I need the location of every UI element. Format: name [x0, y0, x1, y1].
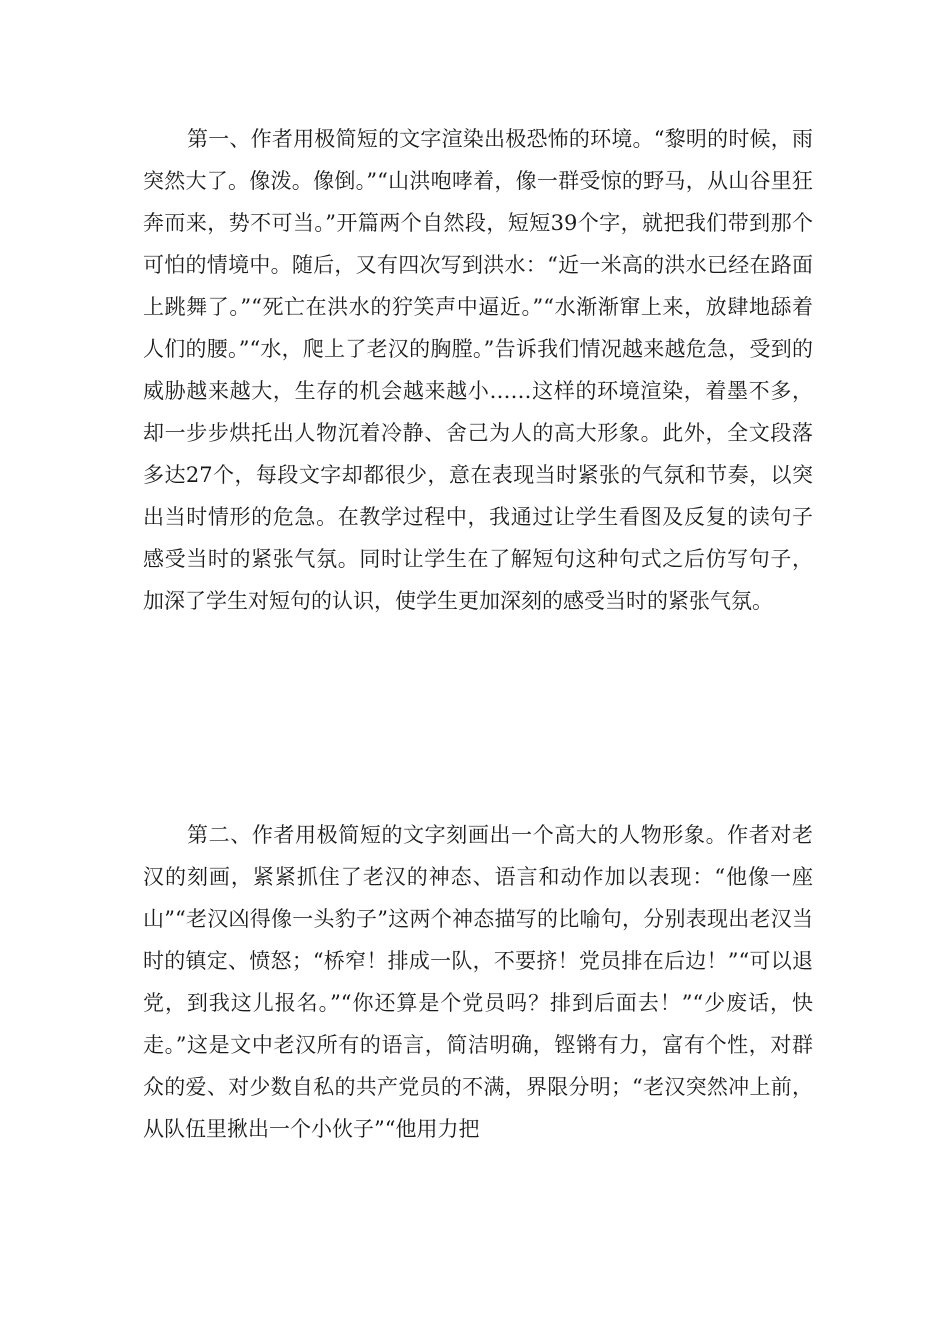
paragraph-first: 第一、作者用极简短的文字渲染出极恐怖的环境。“黎明的时候，雨突然大了。像泼。像倒。”“山洪咆哮着，像一群受惊的野马，从山谷里狂奔而来，势不可当。”开篇两个自然段，短短39个字，就把我们带到那个可怕的情境中。随后，又有四次写到洪水：“近一米高的洪水已经在路面上跳舞了。”“死亡在洪水的狞笑声中逼近。”“水渐渐窜上来，放肆地舔着人们的腰。”“水，爬上了老汉的胸膛。”告诉我们情况越来越危急，受到的威胁越来越大，生存的机会越来越小……这样的环境渲染，着墨不多，却一步步烘托出人物沉着冷静、舍己为人的高大形象。此外，全文段落多达27个，每段文字却都很少，意在表现当时紧张的气氛和节奏，以突出当时情形的危急。在教学过程中，我通过让学生看图及反复的读句子感受当时的紧张气氛。同时让学生在了解短句这种句式之后仿写句子，加深了学生对短句的认识，使学生更加深刻的感受当时的紧张气氛。 — [143, 127, 813, 613]
paragraph-second: 第二、作者用极简短的文字刻画出一个高大的人物形象。作者对老汉的刻画，紧紧抓住了老汉的神态、语言和动作加以表现：“他像一座山”“老汉凶得像一头豹子”这两个神态描写的比喻句，分别表现出老汉当时的镇定、愤怒；“桥窄！排成一队，不要挤！党员排在后边！”“可以退党，到我这儿报名。”“你还算是个党员吗？排到后面去！”“少废话，快走。”这是文中老汉所有的语言，简洁明确，铿锵有力，富有个性，对群众的爱、对少数自私的共产党员的不满，界限分明；“老汉突然冲上前，从队伍里揪出一个小伙子”“他用力把 — [143, 823, 813, 1141]
